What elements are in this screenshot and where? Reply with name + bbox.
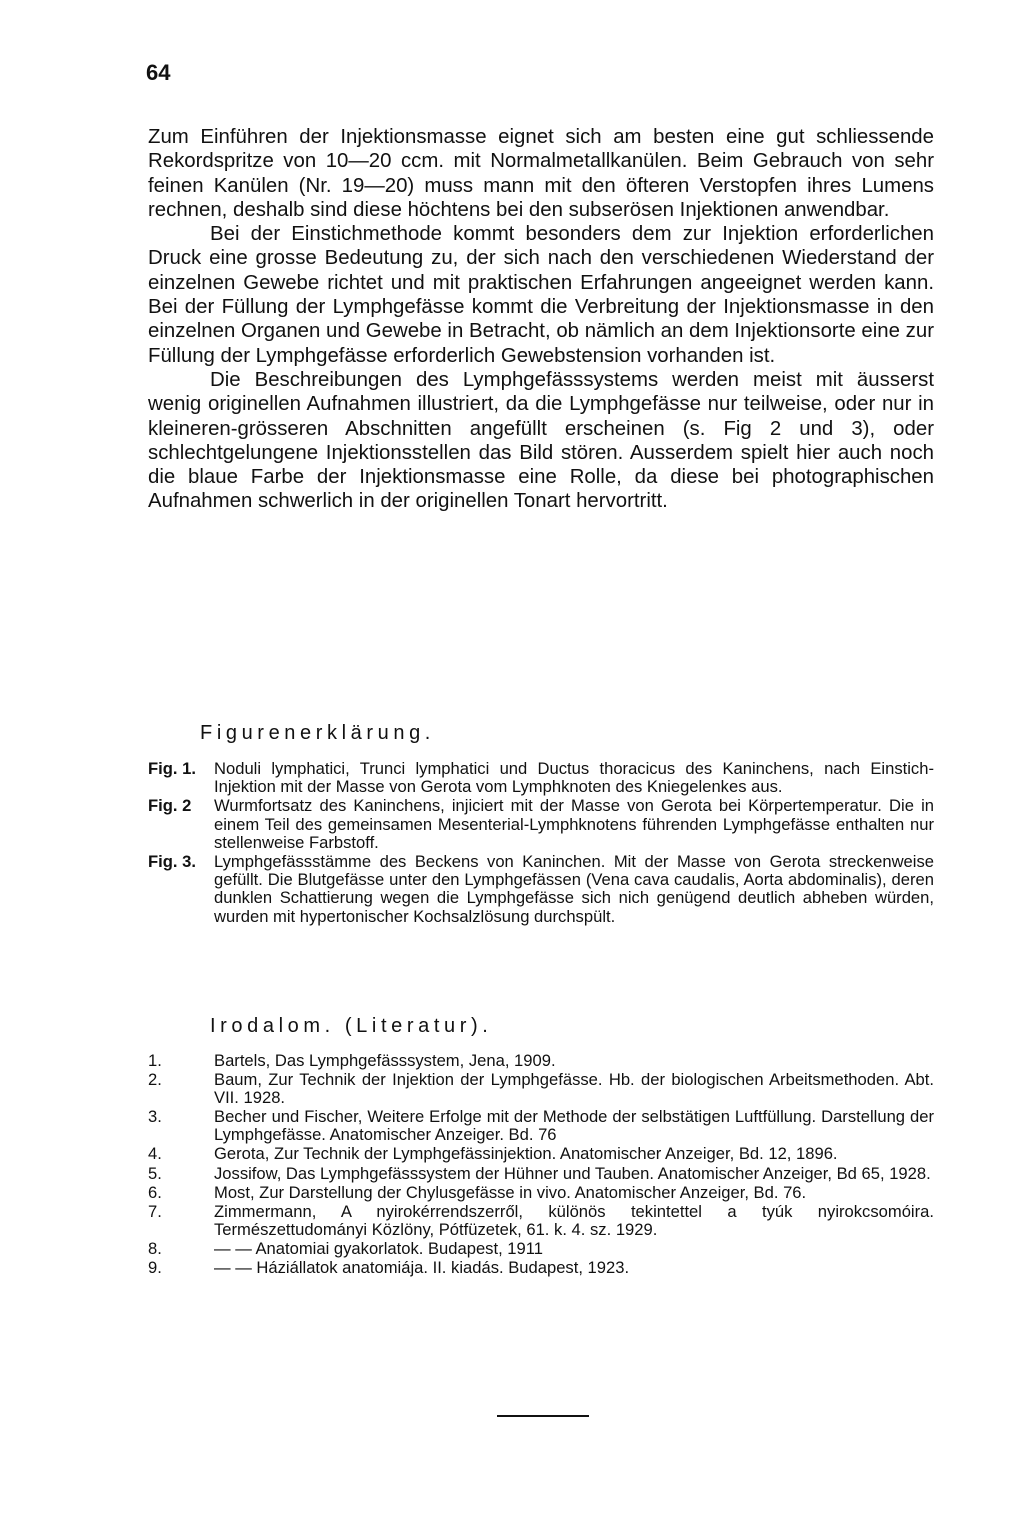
reference-number: 9. (148, 1258, 162, 1278)
figure-caption (148, 853, 934, 926)
reference-text: Jossifow, Das Lymphgefässsystem der Hühner und Tauben. Anatomischer Anzeiger, Bd 65, 1928. (214, 1163, 931, 1183)
end-divider (497, 1415, 589, 1417)
reference-text: Most, Zur Darstellung der Chylusgefässe in vivo. Anatomischer Anzeiger, Bd. 76. (214, 1182, 807, 1202)
reference-item (148, 1052, 934, 1070)
reference-list (148, 1052, 934, 1278)
reference-number: 1. (148, 1051, 162, 1070)
figure-label: Fig. 3. (148, 852, 196, 872)
reference-number: 8. (148, 1238, 162, 1258)
reference-item (148, 1165, 934, 1183)
reference-text: Zimmermann, A nyirokérrendszerről, különös tekintettel a tyúk nyirokcsomóira. Természettudományi Közlöny, Pótfüzetek, 61. k. 4. sz. 1929. (214, 1201, 934, 1239)
reference-text: — — Anatomiai gyakorlatok. Budapest, 1911 (214, 1238, 543, 1258)
reference-text: Bartels, Das Lymphgefässsystem, Jena, 1909. (214, 1051, 556, 1070)
paragraph-1: Zum Einführen der Injektionsmasse eignet sich am besten eine gut schliessende Rekordspritze von 10—20 ccm. mit Normalmetallkanülen. Beim Gebrauch von sehr feinen Kanülen (Nr. 19—20) muss mann mit den öfteren Verstopfen ihres Lumens rechnen, deshalb sind diese höchtens bei den subserösen Injektionen anwendbar. (148, 126, 934, 221)
figure-caption (148, 760, 934, 796)
reference-number: 6. (148, 1182, 162, 1202)
reference-number: 3. (148, 1107, 162, 1127)
reference-item (148, 1203, 934, 1239)
figure-text: Noduli lymphatici, Trunci lymphatici und Ductus thoracicus des Kaninchens, nach Einstich-Injektion mit der Masse von Gerota vom Lymphknoten des Kniegelenkes aus. (214, 759, 934, 797)
reference-number: 7. (148, 1201, 162, 1221)
figure-label: Fig. 2 (148, 796, 192, 816)
paragraph-3: Die Beschreibungen des Lymphgefässsystems werden meist mit äusserst wenig originellen Aufnahmen illustriert, da die Lymphgefässe nur teilweise, oder nur in kleineren-grösseren Abschnitten angefüllt erscheinen (s. Fig 2 und 3), oder schlechtgelungene Injektionsstellen das Bild stören. Ausserdem spielt hier auch noch die blaue Farbe der Injektionsmasse eine Rolle, da diese bei photographischen Aufnahmen schwerlich in der originellen Tonart hervortritt. (148, 368, 934, 513)
figure-text: Wurmfortsatz des Kaninchens, injiciert mit der Masse von Gerota bei Körpertemperatur. Die in einem Teil des gemeinsamen Mesenterial-Lymphknotens führenden Lymphgefässe enthalten nur stellenweise Farbstoff. (214, 796, 934, 852)
figure-caption (148, 797, 934, 852)
reference-text: — — Háziállatok anatomiája. II. kiadás. Budapest, 1923. (214, 1258, 630, 1278)
page-number: 64 (146, 60, 171, 85)
reference-item (148, 1145, 934, 1163)
body-text (148, 125, 934, 514)
paragraph-2: Bei der Einstichmethode kommt besonders dem zur Injektion erforderlichen Druck eine grosse Bedeutung zu, der sich nach den verschiedenen Wiederstand der einzelnen Gewebe richtet und mit praktischen Erfahrungen angeeignet werden kann. Bei der Füllung der Lymphgefässe kommt die Verbreitung der Injektionsmasse in den einzelnen Organen und Gewebe in Betracht, ob nämlich an dem Injektionsorte eine zur Füllung der Lymphgefässe erforderlich Gewebstension vorhanden ist. (148, 223, 934, 367)
reference-number: 5. (148, 1163, 162, 1183)
reference-item (148, 1071, 934, 1107)
reference-number: 2. (148, 1070, 162, 1090)
figure-captions (148, 760, 934, 927)
figure-text: Lymphgefässstämme des Beckens von Kaninchen. Mit der Masse von Gerota streckenweise gefüllt. Die Blutgefässe unter den Lymphgefässen (Vena cava caudalis, Aorta abdominalis), deren dunklen Schattierung wegen die Lymphgefässe sich nich genügend deutlich abheben würden, wurden mit hypertonischer Kochsalzlösung durchspült. (214, 852, 934, 926)
reference-item (148, 1184, 934, 1202)
figures-heading: Figurenerklärung. (200, 722, 435, 744)
literature-heading: Irodalom. (Literatur). (210, 1015, 493, 1037)
reference-text: Gerota, Zur Technik der Lymphgefässinjektion. Anatomischer Anzeiger, Bd. 12, 1896. (214, 1144, 838, 1164)
reference-text: Becher und Fischer, Weitere Erfolge mit der Methode der selbstätigen Luftfüllung. Darstellung der Lymphgefässe. Anatomischer Anzeiger. Bd. 76 (214, 1107, 934, 1145)
reference-text: Baum, Zur Technik der Injektion der Lymphgefässe. Hb. der biologischen Arbeitsmethoden. Abt. VII. 1928. (214, 1070, 934, 1108)
reference-item (148, 1259, 934, 1277)
reference-number: 4. (148, 1144, 162, 1164)
reference-item (148, 1108, 934, 1144)
figure-label: Fig. 1. (148, 759, 196, 778)
reference-item (148, 1240, 934, 1258)
